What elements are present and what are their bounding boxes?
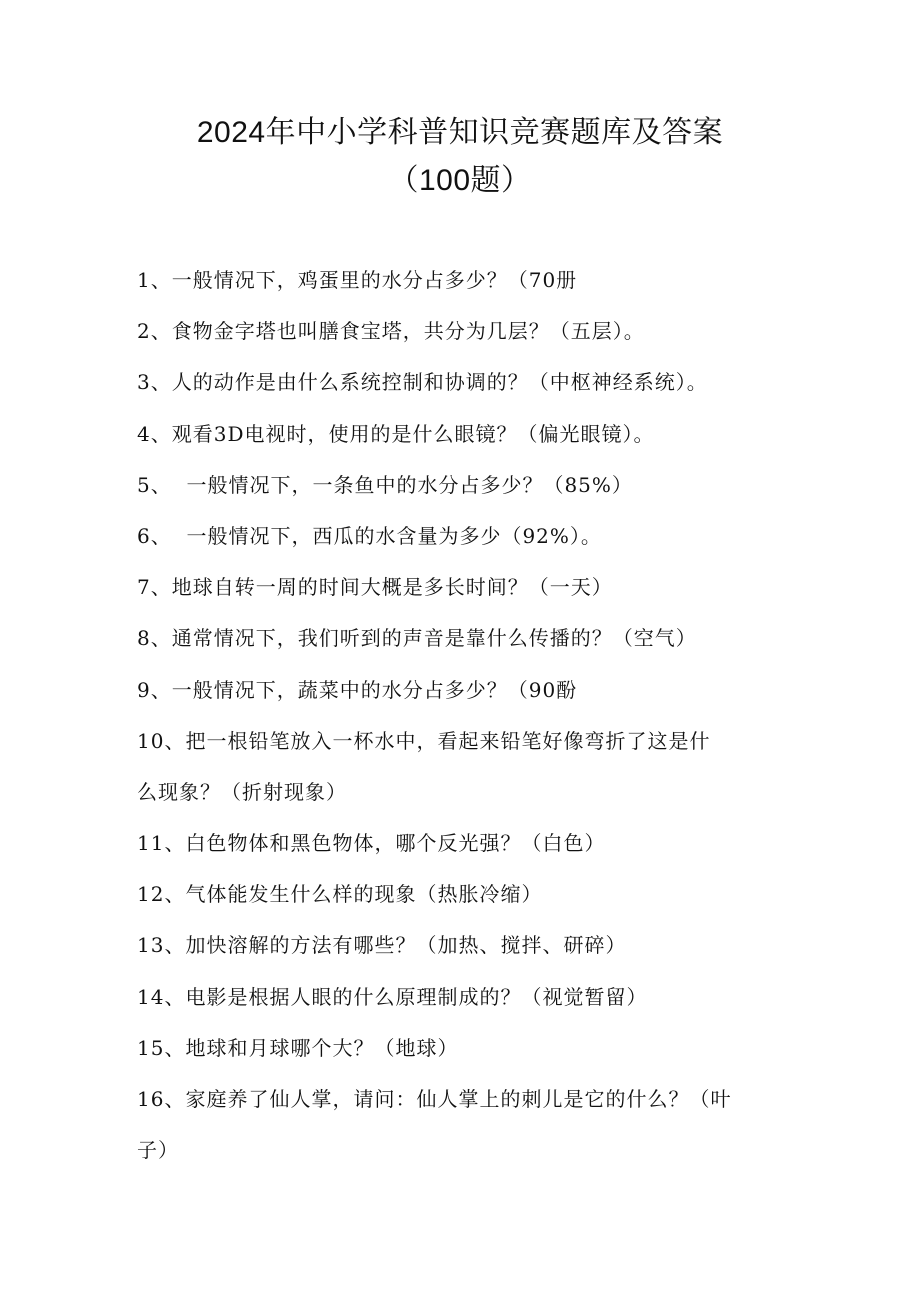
question-line: 16、家庭养了仙人掌，请问：仙人掌上的刺儿是它的什么？（叶 xyxy=(137,1087,732,1111)
question-line: 12、气体能发生什么样的现象（热胀冷缩） xyxy=(137,882,543,907)
question-item-5 xyxy=(137,460,877,511)
question-item-4 xyxy=(137,409,877,460)
question-line: 6、 一般情况下，西瓜的水含量为多少（92%）。 xyxy=(137,523,602,548)
question-line: 1、一般情况下，鸡蛋里的水分占多少？（70册 xyxy=(137,268,578,292)
question-item-12 xyxy=(137,869,877,920)
question-line: 4、观看3D电视时，使用的是什么眼镜？（偏光眼镜）。 xyxy=(137,421,655,446)
question-item-6 xyxy=(137,511,877,562)
question-line: 7、地球自转一周的时间大概是多长时间？（一天） xyxy=(137,575,613,600)
question-line: 13、加快溶解的方法有哪些？（加热、搅拌、研碎） xyxy=(137,933,627,958)
question-line-continued: 子） xyxy=(137,1138,179,1163)
question-item-16 xyxy=(137,1074,877,1176)
question-item-2 xyxy=(137,306,877,357)
question-line-continued: 么现象？（折射现象） xyxy=(137,779,347,804)
question-item-1 xyxy=(137,255,877,306)
question-item-3 xyxy=(137,357,877,408)
document-title xyxy=(0,109,920,205)
question-line: 9、一般情况下，蔬菜中的水分占多少？（90酚 xyxy=(137,677,578,702)
question-item-15 xyxy=(137,1023,877,1074)
question-line: 8、通常情况下，我们听到的声音是靠什么传播的？（空气） xyxy=(137,626,697,651)
question-item-9 xyxy=(137,665,877,716)
question-list xyxy=(137,255,877,1176)
question-line: 11、白色物体和黑色物体，哪个反光强？（白色） xyxy=(137,831,606,856)
question-item-8 xyxy=(137,613,877,664)
question-item-7 xyxy=(137,562,877,613)
question-item-13 xyxy=(137,920,877,971)
question-line: 2、食物金字塔也叫膳食宝塔，共分为几层？（五层）。 xyxy=(137,319,645,344)
question-item-10 xyxy=(137,716,877,818)
question-line: 10、把一根铅笔放入一杯水中，看起来铅笔好像弯折了这是什 xyxy=(137,728,711,753)
question-item-14 xyxy=(137,972,877,1023)
question-item-11 xyxy=(137,818,877,869)
question-line: 15、地球和月球哪个大？（地球） xyxy=(137,1035,459,1060)
title-line-main: 2024年中小学科普知识竞赛题库及答案 xyxy=(196,116,724,149)
question-line: 5、 一般情况下，一条鱼中的水分占多少？（85%） xyxy=(137,472,633,497)
question-line: 14、电影是根据人眼的什么原理制成的？（视觉暂留） xyxy=(137,984,648,1009)
title-line-subtitle: （100题） xyxy=(388,164,532,197)
question-line: 3、人的动作是由什么系统控制和协调的？（中枢神经系统）。 xyxy=(137,370,708,395)
